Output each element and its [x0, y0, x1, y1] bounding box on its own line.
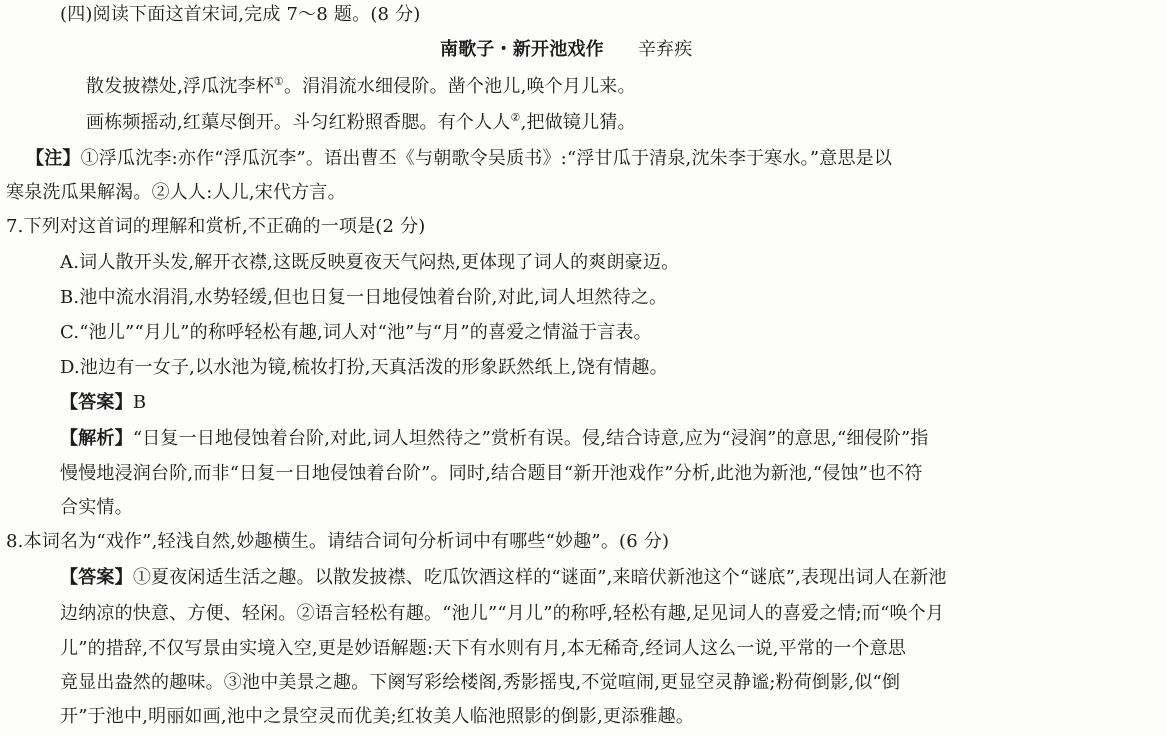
- question-7-option-b: B.池中流水涓涓,水势轻缓,但也日复一日地侵蚀着台阶,对此,词人坦然待之。: [60, 287, 668, 308]
- section-heading: (四)阅读下面这首宋词,完成 7～8 题。(8 分): [60, 4, 421, 25]
- analysis-text-1: “日复一日地侵蚀着台阶,对此,词人坦然待之”赏析有误。侵,结合诗意,应为“浸润”的意思,“细侵阶”指: [132, 428, 929, 449]
- poem-author: 辛弃疾: [637, 39, 693, 60]
- question-8-answer-line-3: 儿”的措辞,不仅写景由实境入空,更是妙语解题:天下有水则有月,本无稀奇,经词人这么一说,平常的一个意思: [60, 638, 907, 659]
- question-7-stem: 7.下列对这首词的理解和赏析,不正确的一项是(2 分): [6, 216, 426, 237]
- question-7-option-a: A.词人散开头发,解开衣襟,这既反映夏夜天气闷热,更体现了词人的爽朗豪迈。: [60, 252, 680, 273]
- answer-text-8-1: ①夏夜闲适生活之趣。以散发披襟、吃瓜饮酒这样的“谜面”,来暗伏新池这个“谜底”,表现出词人在新池: [132, 567, 947, 588]
- footnote-marker-1: ①: [273, 75, 284, 88]
- poem-line-2-part-b: ,把做镜儿猜。: [520, 112, 636, 133]
- note-text-1: ①浮瓜沈李:亦作“浮瓜沉李”。语出曹丕《与朝歌令吴质书》:“浮甘瓜于清泉,沈朱李于寒水。”意思是以: [80, 148, 893, 169]
- question-7-option-c: C.“池儿”“月儿”的称呼轻松有趣,词人对“池”与“月”的喜爱之情溢于言表。: [60, 322, 652, 343]
- note-line-1: [26, 146, 892, 172]
- question-7-analysis-line-3: 合实情。: [60, 497, 133, 518]
- question-7-analysis-line-2: 慢慢地浸润台阶,而非“日复一日地侵蚀着台阶”。同时,结合题目“新开池戏作”分析,此池为新池,“侵蚀”也不符: [60, 463, 923, 484]
- question-8-answer-line-1: [60, 565, 947, 591]
- question-7-answer: [60, 390, 146, 416]
- poem-line-1-part-a: 散发披襟处,浮瓜沈李杯: [86, 76, 274, 97]
- footnote-marker-2: ②: [510, 111, 521, 124]
- question-7-analysis-line-1: [60, 426, 929, 452]
- answer-label-7: 【答案】: [60, 392, 133, 413]
- answer-value-7: B: [132, 392, 147, 413]
- answer-label-8: 【答案】: [60, 567, 133, 588]
- question-8-answer-line-5: 开”于池中,明丽如画,池中之景空灵而优美;红妆美人临池照影的倒影,更添雅趣。: [60, 706, 695, 727]
- question-8-answer-line-4: 竟显出盎然的趣味。③池中美景之趣。下阕写彩绘楼阁,秀影摇曳,不觉喧闹,更显空灵静谧;粉荷倒影,似“倒: [60, 672, 901, 693]
- poem-header: [440, 37, 692, 63]
- poem-line-1: [86, 74, 636, 100]
- note-label: 【注】: [26, 148, 81, 169]
- poem-line-2-part-a: 画栋频摇动,红蕖尽倒开。斗匀红粉照香腮。有个人人: [86, 112, 511, 133]
- poem-title: 南歌子・新开池戏作: [440, 39, 604, 60]
- question-8-answer-line-2: 边纳凉的快意、方便、轻闲。②语言轻松有趣。“池儿”“月儿”的称呼,轻松有趣,足见词人的喜爱之情;而“唤个月: [60, 603, 945, 624]
- question-8-stem: 8.本词名为“戏作”,轻浅自然,妙趣横生。请结合词句分析词中有哪些“妙趣”。(6 分): [6, 531, 670, 552]
- note-line-2: 寒泉洗瓜果解渴。②人人:人儿,宋代方言。: [6, 182, 346, 203]
- analysis-label-7: 【解析】: [60, 428, 133, 449]
- poem-line-1-part-b: 。涓涓流水细侵阶。凿个池儿,唤个月儿来。: [283, 76, 636, 97]
- poem-line-2: [86, 110, 636, 136]
- question-7-option-d: D.池边有一女子,以水池为镜,梳妆打扮,天真活泼的形象跃然纸上,饶有情趣。: [60, 357, 668, 378]
